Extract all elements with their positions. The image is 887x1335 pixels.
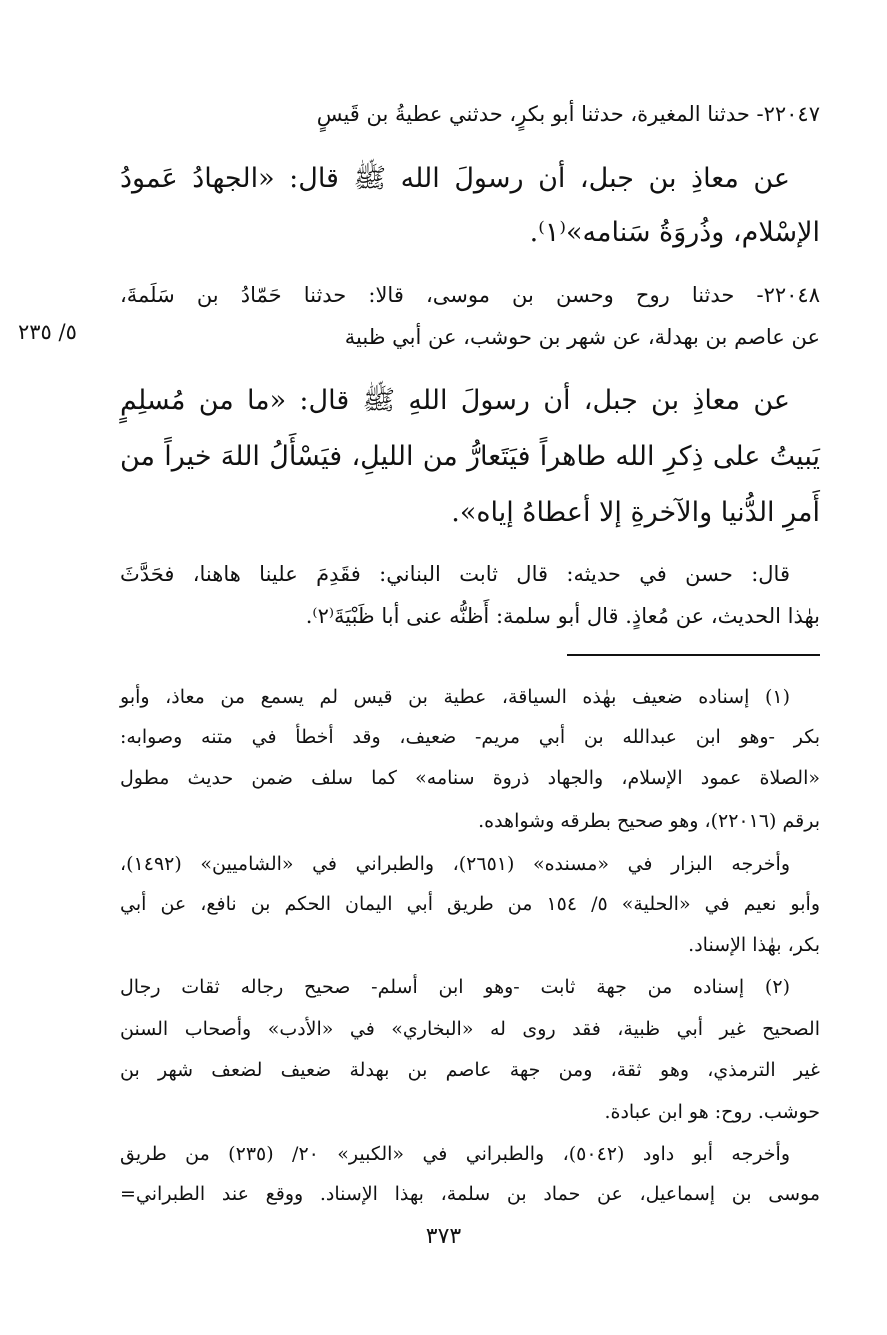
footnote-1-line-4: برقم (٢٢٠١٦)، وهو صحيح بطرقه وشواهده. (478, 810, 820, 832)
footnote-2-line-2: الصحيح غير أبي ظبية، فقد روى له «البخاري» في «الأدب» وأصحاب السنن (120, 1018, 820, 1040)
hadith-2047-matn-line-2: الإسْلام، وذُروَةُ سَنامه»⁽١⁾. (529, 217, 820, 248)
hadith-2048-note-line-1: قال: حسن في حديثه: قال ثابت البناني: فقَدِمَ علينا هاهنا، فحَدَّثَ (120, 562, 790, 586)
footnote-1b-line-1: وأخرجه البزار في «مسنده» (٢٦٥١)، والطبراني في «الشاميين» (١٤٩٢)، (120, 853, 790, 875)
hadith-2048-isnad-line-1: ٢٢٠٤٨- حدثنا روح وحسن بن موسى، قالا: حدثنا حَمّادُ بن سَلَمةَ، (120, 283, 820, 307)
hadith-2048-note-line-2: بهٰذا الحديث، عن مُعاذٍ. قال أبو سلمة: أَظنُّه عنى أبا ظَبْيَةَ⁽٢⁾. (305, 604, 820, 628)
margin-volume-page-reference: ٥/ ٢٣٥ (18, 320, 77, 344)
footnote-1b-line-2: وأبو نعيم في «الحلية» ٥/ ١٥٤ من طريق أبي اليمان الحكم بن نافع، عن أبي (120, 893, 820, 915)
footnote-2b-line-2: موسى بن إسماعيل، عن حماد بن سلمة، بهذا الإسناد. ووقع عند الطبراني= (120, 1183, 820, 1205)
footnote-2-line-1: (٢) إسناده من جهة ثابت -وهو ابن أسلم- صحيح رجاله ثقات رجال (120, 976, 790, 998)
footnote-1-line-3: «الصلاة عمود الإسلام، والجهاد ذروة سنامه» كما سلف ضمن حديث مطول (120, 767, 820, 789)
footnote-2-line-3: غير الترمذي، وهو ثقة، ومن جهة عاصم بن بهدلة ضعيف لضعف شهر بن (120, 1059, 820, 1081)
footnote-separator (567, 654, 820, 656)
hadith-2048-matn-line-1: عن معاذِ بن جبل، أن رسولَ اللهِ ﷺ قال: «ما من مُسلِمٍ (120, 385, 790, 416)
hadith-2048-matn-line-2: يَبيتُ على ذِكرِ الله طاهراً فيَتَعارُّ من الليلِ، فيَسْأَلُ اللهَ خيراً من (120, 441, 820, 472)
page-number: ٣٧٣ (425, 1224, 462, 1249)
hadith-2047-matn-line-1: عن معاذِ بن جبل، أن رسولَ الله ﷺ قال: «الجهادُ عَمودُ (120, 163, 790, 194)
hadith-2048-isnad-line-2: عن عاصم بن بهدلة، عن شهر بن حوشب، عن أبي ظبية (344, 325, 820, 349)
hadith-2047-isnad-line-1: ٢٢٠٤٧- حدثنا المغيرة، حدثنا أبو بكرٍ، حدثني عطيةُ بن قَيسٍ (316, 102, 820, 126)
footnote-1-line-1: (١) إسناده ضعيف بهٰذه السياقة، عطية بن قيس لم يسمع من معاذ، وأبو (120, 686, 790, 708)
footnote-2-line-4: حوشب. روح: هو ابن عبادة. (604, 1101, 820, 1123)
hadith-2048-matn-line-3: أَمرِ الدُّنيا والآخرةِ إلا أعطاهُ إياه». (451, 497, 820, 528)
footnote-2b-line-1: وأخرجه أبو داود (٥٠٤٢)، والطبراني في «الكبير» ٢٠/ (٢٣٥) من طريق (120, 1143, 790, 1165)
footnote-1-line-2: بكر -وهو ابن عبدالله بن أبي مريم- ضعيف، وقد أخطأ في متنه وصوابه: (120, 726, 820, 748)
footnote-1b-line-3: بكر، بهٰذا الإسناد. (688, 934, 820, 956)
